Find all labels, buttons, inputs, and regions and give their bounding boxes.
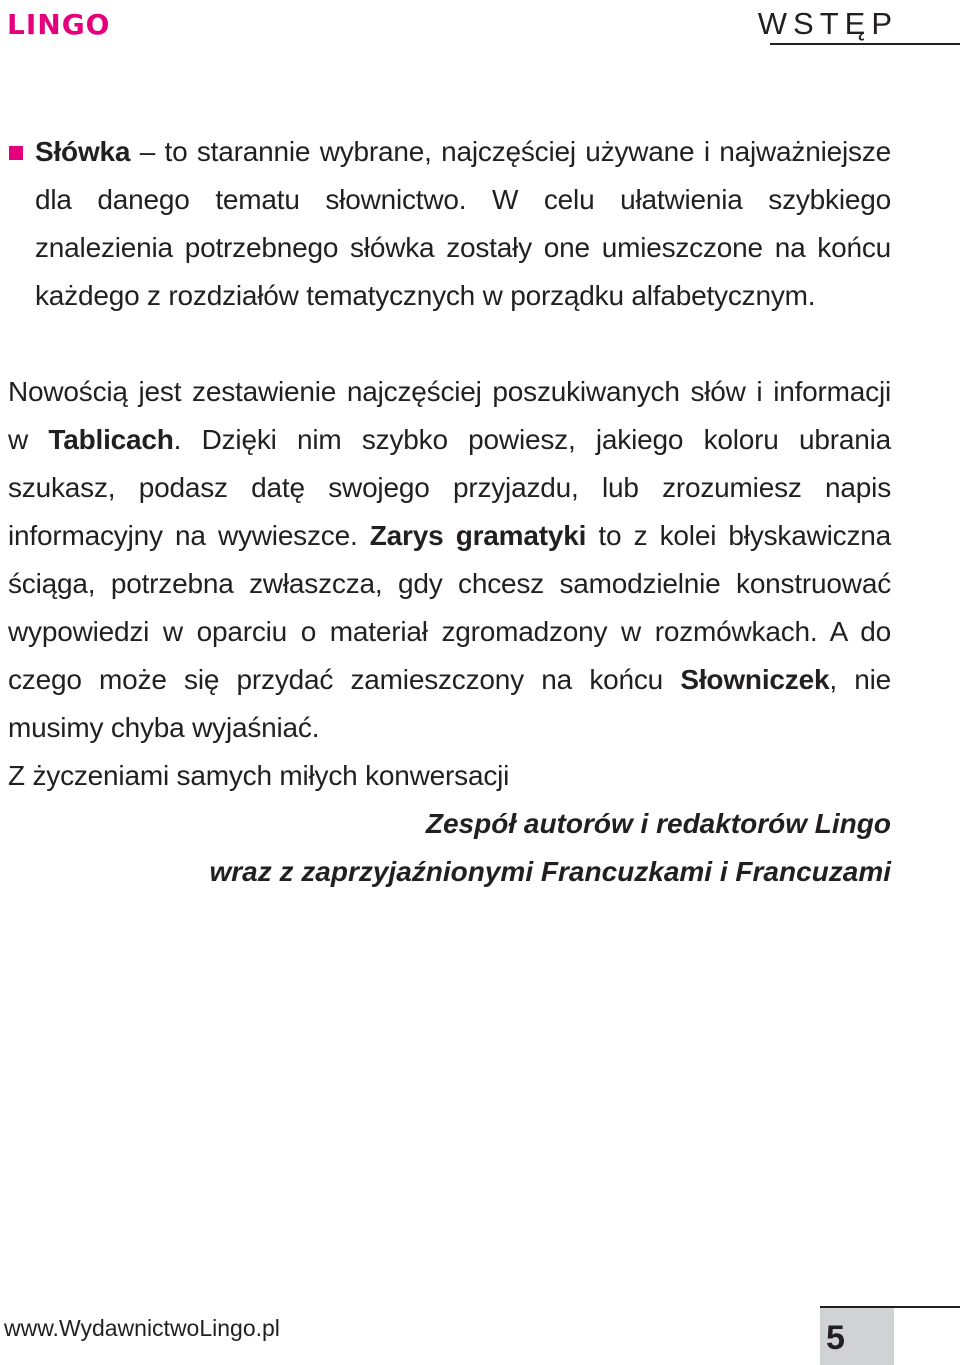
paragraph-text-4: , nie musimy chyba wyjaśniać.	[8, 664, 891, 743]
paragraph-slowka	[35, 128, 891, 320]
term-tablicach: Tablicach	[48, 424, 174, 455]
lingo-logo: LINGO	[7, 8, 111, 41]
header-rule	[770, 43, 960, 45]
paragraph-tablice	[8, 368, 891, 752]
paragraph-text-2: . Dzięki nim szybko powiesz, jakiego koloru ubrania szukasz, podasz datę swojego przyjazdu, lub zrozumiesz napis informacyjny na wywieszce.	[8, 424, 891, 551]
closing-greeting: Z życzeniami samych miłych konwersacji	[8, 760, 510, 791]
page-number: 5	[826, 1319, 845, 1357]
square-bullet-icon	[9, 146, 23, 160]
section-title: WSTĘP	[757, 6, 898, 41]
footer-website-link[interactable]: www.WydawnictwoLingo.pl	[4, 1315, 280, 1341]
term-zarys-gramatyki: Zarys gramatyki	[369, 520, 587, 551]
term-slowka: Słówka	[35, 136, 131, 167]
paragraph-text-3: to z kolei błyskawiczna ściąga, potrzebna zwłaszcza, gdy chcesz samodzielnie konstruować wypowiedzi w oparciu o materiał zgromadzony w rozmówkach. A do czego może się przydać zamieszczony na końcu	[8, 520, 891, 695]
paragraph-slowka-text: – to starannie wybrane, najczęściej używane i najważniejsze dla danego tematu słownictwo. W celu ułatwienia szybkiego znalezienia potrzebnego słówka zostały one umieszczone na końcu każdego z rozdziałów tematycznych w porządku alfabetycznym.	[35, 136, 891, 311]
signature-line-1: Zespół autorów i redaktorów Lingo	[425, 808, 891, 839]
signature-line-2: wraz z zaprzyjaźnionymi Francuzkami i Francuzami	[209, 856, 891, 887]
term-slowniczek: Słowniczek	[680, 664, 830, 695]
paragraph-text-1: Nowością jest zestawienie najczęściej poszukiwanych słów i informacji w	[8, 376, 891, 455]
